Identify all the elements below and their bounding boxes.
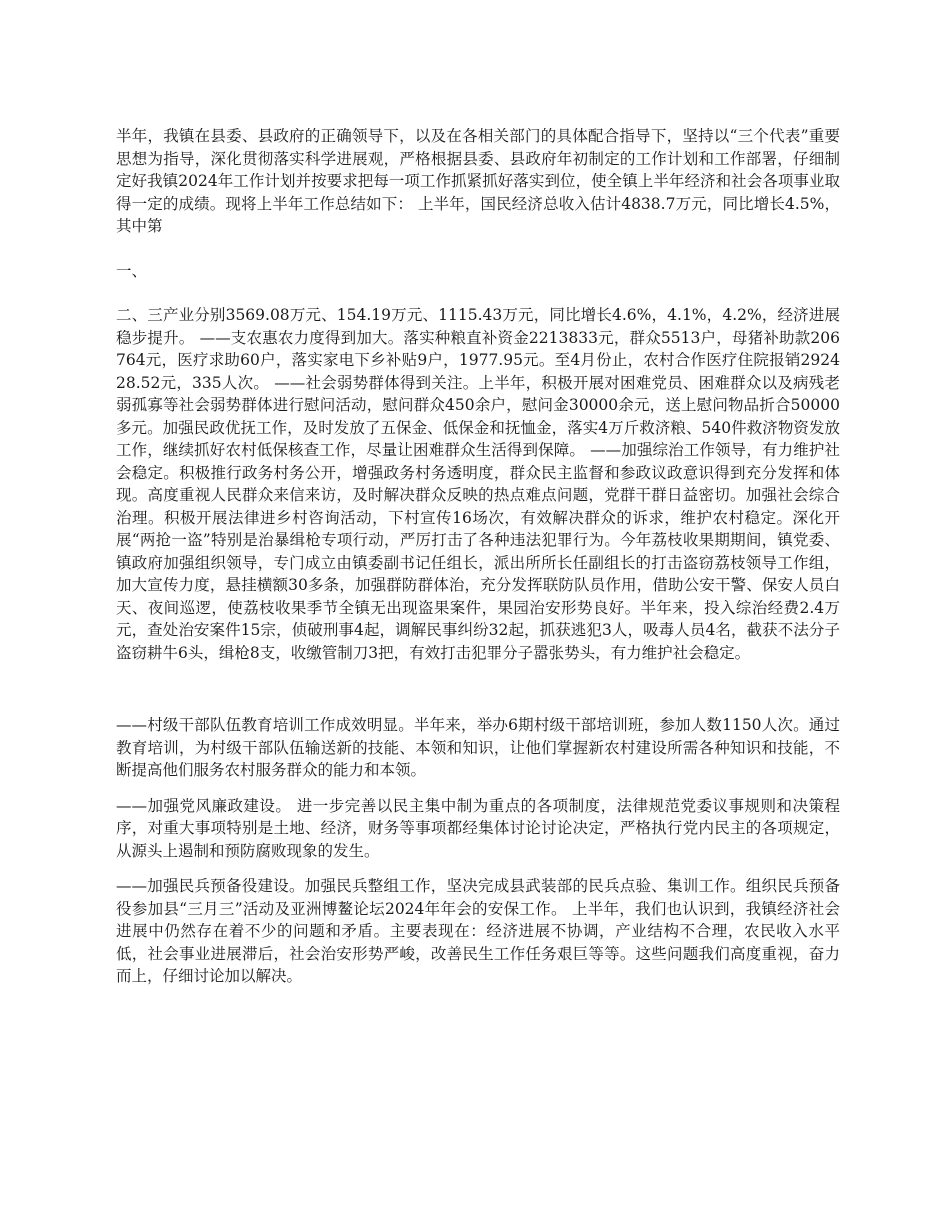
paragraph-gap [116, 664, 840, 714]
paragraph-militia-and-issues: ——加强民兵预备役建设。加强民兵整组工作，坚决完成县武装部的民兵点验、集训工作。组织民兵预备役参加县“三月三”活动及亚洲博鳌论坛2024年年会的安保工作。 上半年，我们也认识到，我镇经济社会进展中仍然存在着不少的问题和矛盾。主要表现在：经济进展不协调，产业结构不合理，农民收入水平低，社会事业进展滞后，社会治安形势严峻，改善民生工作任务艰巨等等。这些问题我们高度重视，奋力而上，仔细讨论加以解决。 [116, 877, 840, 985]
paragraph-intro: 半年，我镇在县委、县政府的正确领导下，以及在各相关部门的具体配合指导下，坚持以“三个代表”重要思想为指导，深化贯彻落实科学进展观，严格根据县委、县政府年初制定的工作计划和工作部署，仔细制定好我镇2024年工作计划并按要求把每一项工作抓紧抓好落实到位，使全镇上半年经济和社会各项事业取得一定的成绩。现将上半年工作总结如下： 上半年，国民经济总收入估计4838.7万元，同比增长4.5%，其中第 [116, 127, 840, 235]
paragraph-gap [116, 282, 840, 304]
paragraph-cadre-training: ——村级干部队伍教育培训工作成效明显。半年来，举办6期村级干部培训班，参加人数1150人次。通过教育培训，为村级干部队伍输送新的技能、本领和知识，让他们掌握新农村建设所需各种知识和技能，不断提高他们服务农村服务群众的能力和本领。 [116, 716, 840, 779]
paragraph-gap [116, 238, 840, 260]
paragraph-gap [116, 862, 840, 875]
paragraph-party-integrity: ——加强党风廉政建设。 进一步完善以民主集中制为重点的各项制度，法律规范党委议事规则和决策程序，对重大事项特别是土地、经济，财务等事项都经集体讨论讨论决定，严格执行党内民主的各项规定，从源头上遏制和预防腐败现象的发生。 [116, 796, 840, 860]
paragraph-gap [116, 782, 840, 795]
document-body [116, 125, 840, 988]
paragraph-industry-and-stability: 二、三产业分别3569.08万元、154.19万元、1115.43万元，同比增长4.6%，4.1%，4.2%，经济进展稳步提升。 ——支农惠农力度得到加大。落实种粮直补资金2213833元，群众5513户，母猪补助款206764元，医疗求助60户，落实家电下乡补贴9户，1977.95元。至4月份止，农村合作医疗住院报销292428.52元，335人次。 ——社会弱势群体得到关注。上半年，积极开展对困难党员、困难群众以及病残老弱孤寡等社会弱势群体进行慰问活动，慰问群众450余户，慰问金30000余元，送上慰问物品折合50000多元。加强民政优抚工作，及时发放了五保金、低保金和抚恤金，落实4万斤救济粮、540件救济物资发放工作，继续抓好农村低保核查工作，尽量让困难群众生活得到保障。 ——加强综治工作领导，有力维护社会稳定。积极推行政务村务公开，增强政务村务透明度，群众民主监督和参政议政意识得到充分发挥和体现。高度重视人民群众来信来访，及时解决群众反映的热点难点问题，党群干群日益密切。加强社会综合治理。积极开展法律进乡村咨询活动，下村宣传16场次，有效解决群众的诉求，维护农村稳定。深化开展“两抢一盗”特别是治暴缉枪专项行动，严厉打击了各种违法犯罪行为。今年荔枝收果期期间，镇党委、镇政府加强组织领导，专门成立由镇委副书记任组长，派出所所长任副组长的打击盗窃荔枝领导工作组，加大宣传力度，悬挂横额30多条，加强群防群体治，充分发挥联防队员作用，借助公安干警、保安人员白天、夜间巡逻，使荔枝收果季节全镇无出现盗果案件，果园治安形势良好。半年来，投入综治经费2.4万元，查处治安案件15宗，侦破刑事4起，调解民事纠纷32起，抓获逃犯3人，吸毒人员4名，截获不法分子盗窃耕牛6头，缉枪8支，收缴管制刀3把，有效打击犯罪分子嚣张势头，有力维护社会稳定。 [116, 306, 840, 662]
paragraph-heading-one: 一、 [116, 261, 148, 280]
